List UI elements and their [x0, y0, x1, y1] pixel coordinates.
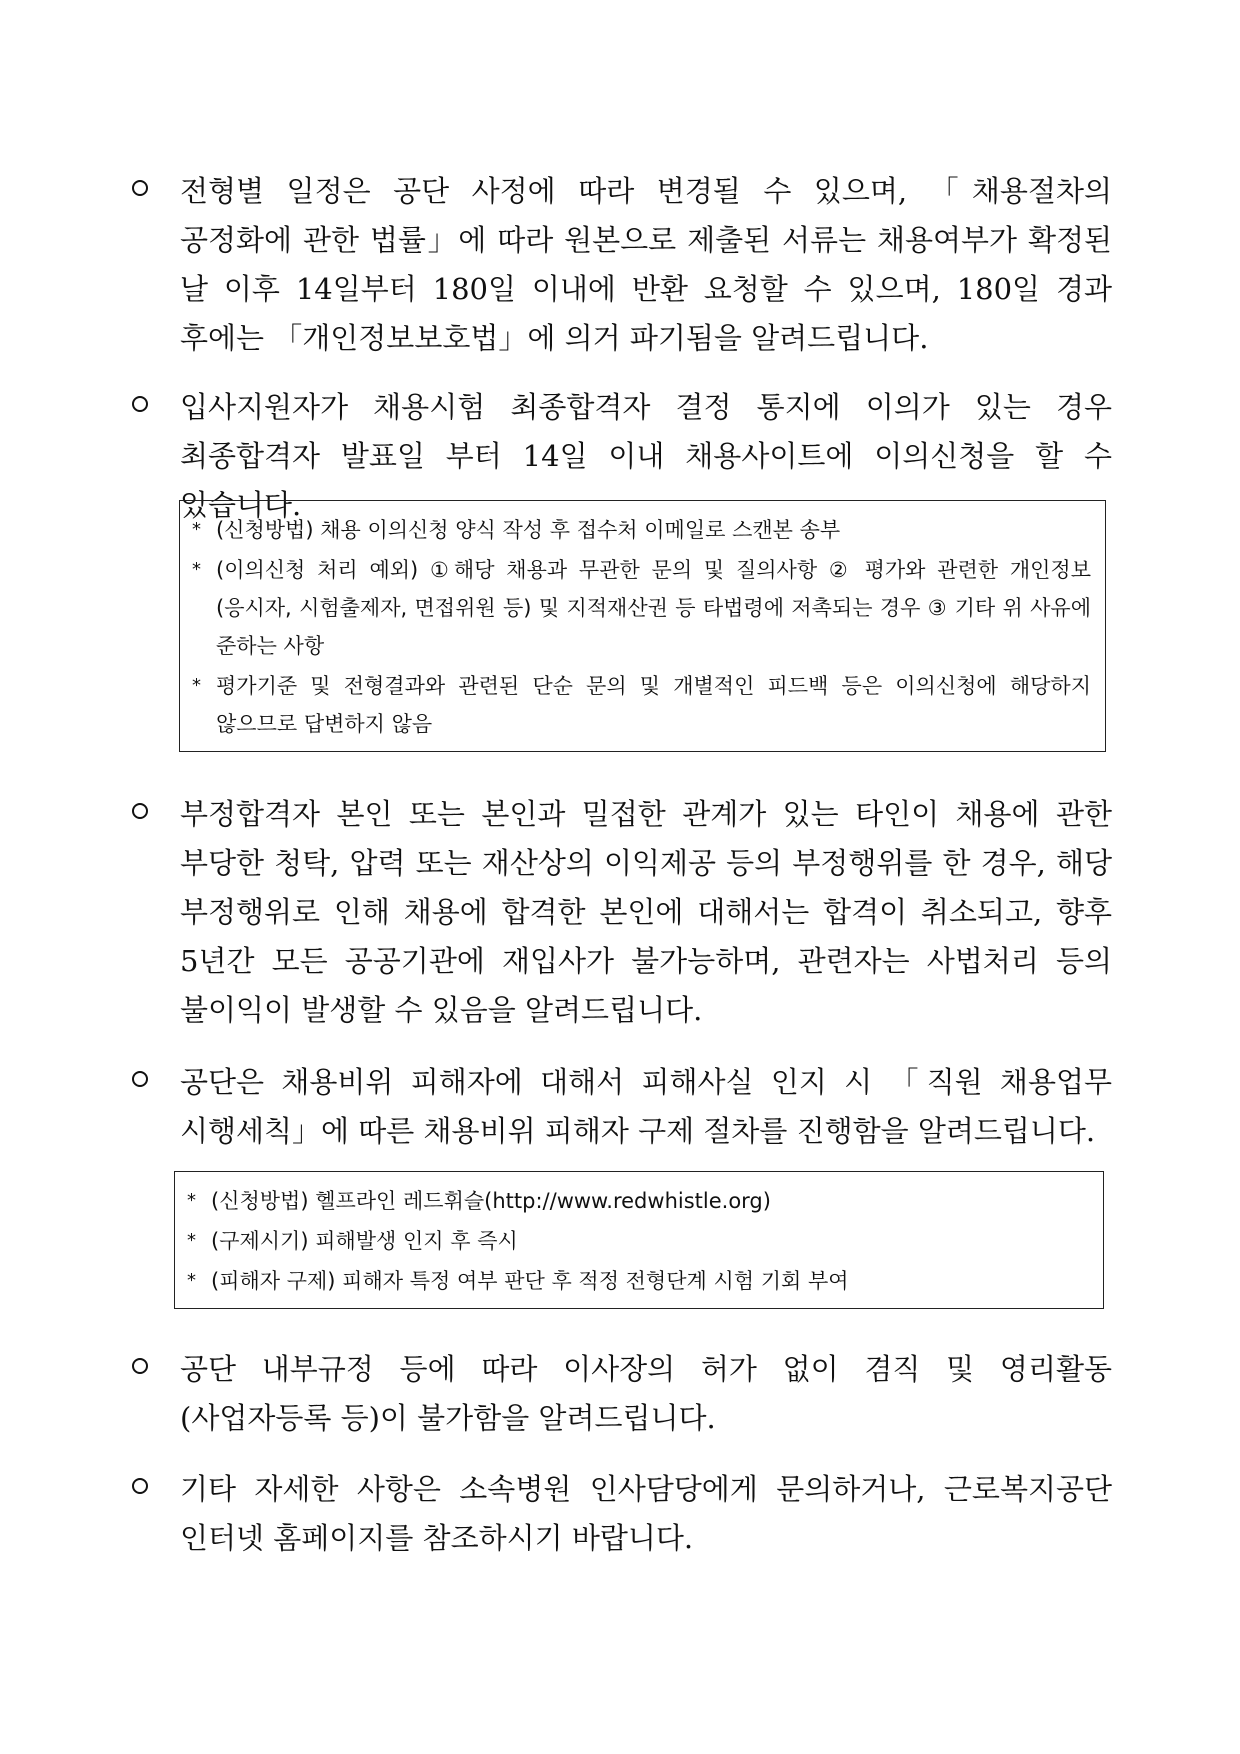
paragraph-text: 기타 자세한 사항은 소속병원 인사담당에게 문의하거나, 근로복지공단 인터넷 홈페이지를 참조하시기 바랍니다.	[180, 1472, 1112, 1555]
paragraph-contact-notice	[132, 1465, 1112, 1563]
paragraph-side-job-notice	[132, 1345, 1112, 1443]
asterisk-mark: *	[192, 519, 201, 540]
paragraph-text: 부정합격자 본인 또는 본인과 밀접한 관계가 있는 타인이 채용에 관한 부당한 청탁, 압력 또는 재산상의 이익제공 등의 부정행위를 한 경우, 해당 부정행위로 인해 채용에 합격한 본인에 대해서는 합격이 취소되고, 향후 5년간 모든 공공기관에 재입사가 불가능하며, 관련자는 사법처리 등의 불이익이 발생할 수 있음을 알려드립니다.	[180, 797, 1112, 1027]
note-item	[190, 511, 1091, 549]
asterisk-mark: *	[192, 675, 201, 696]
note-text: (이의신청 처리 예외) ①해당 채용과 무관한 문의 및 질의사항 ② 평가와 관련한 개인정보(응시자, 시험출제자, 면접위원 등) 및 지적재산권 등 타법령에 저촉되는 경우 ③ 기타 위 사유에 준하는 사항	[216, 558, 1091, 658]
asterisk-mark: *	[187, 1190, 196, 1211]
paragraph-victim-relief-notice	[132, 1058, 1112, 1156]
note-item	[185, 1262, 1089, 1300]
note-item	[190, 667, 1091, 743]
circle-bullet-icon	[132, 1478, 148, 1494]
circle-bullet-icon	[132, 1358, 148, 1374]
asterisk-mark: *	[187, 1270, 196, 1291]
circle-bullet-icon	[132, 803, 148, 819]
paragraph-text: 입사지원자가 채용시험 최종합격자 결정 통지에 이의가 있는 경우 최종합격자 발표일 부터 14일 이내 채용사이트에 이의신청을 할 수 있습니다.	[180, 390, 1112, 522]
note-item	[185, 1182, 1089, 1220]
asterisk-mark: *	[187, 1230, 196, 1251]
note-text: (구제시기) 피해발생 인지 후 즉시	[211, 1229, 518, 1253]
paragraph-schedule-notice	[132, 167, 1112, 363]
circle-bullet-icon	[132, 1071, 148, 1087]
note-item	[190, 551, 1091, 665]
objection-notes-box	[179, 500, 1106, 752]
circle-bullet-icon	[132, 396, 148, 412]
paragraph-text: 전형별 일정은 공단 사정에 따라 변경될 수 있으며, 「채용절차의 공정화에 관한 법률」에 따라 원본으로 제출된 서류는 채용여부가 확정된 날 이후 14일부터 180일 이내에 반환 요청할 수 있으며, 180일 경과 후에는 「개인정보보호법」에 의거 파기됨을 알려드립니다.	[180, 174, 1112, 355]
note-text: (신청방법) 헬프라인 레드휘슬(http://www.redwhistle.org)	[211, 1189, 771, 1213]
asterisk-mark: *	[192, 559, 201, 580]
note-text: (피해자 구제) 피해자 특정 여부 판단 후 적정 전형단계 시험 기회 부여	[211, 1269, 849, 1293]
victim-relief-notes-box	[174, 1171, 1104, 1309]
note-item	[185, 1222, 1089, 1260]
circle-bullet-icon	[132, 180, 148, 196]
note-text: 평가기준 및 전형결과와 관련된 단순 문의 및 개별적인 피드백 등은 이의신청에 해당하지 않으므로 답변하지 않음	[216, 674, 1091, 736]
note-text: (신청방법) 채용 이의신청 양식 작성 후 접수처 이메일로 스캔본 송부	[216, 518, 841, 542]
paragraph-text: 공단은 채용비위 피해자에 대해서 피해사실 인지 시 「직원 채용업무 시행세칙」에 따른 채용비위 피해자 구제 절차를 진행함을 알려드립니다.	[180, 1065, 1112, 1148]
paragraph-fraud-notice	[132, 790, 1112, 1035]
paragraph-text: 공단 내부규정 등에 따라 이사장의 허가 없이 겸직 및 영리활동(사업자등록 등)이 불가함을 알려드립니다.	[180, 1352, 1112, 1435]
